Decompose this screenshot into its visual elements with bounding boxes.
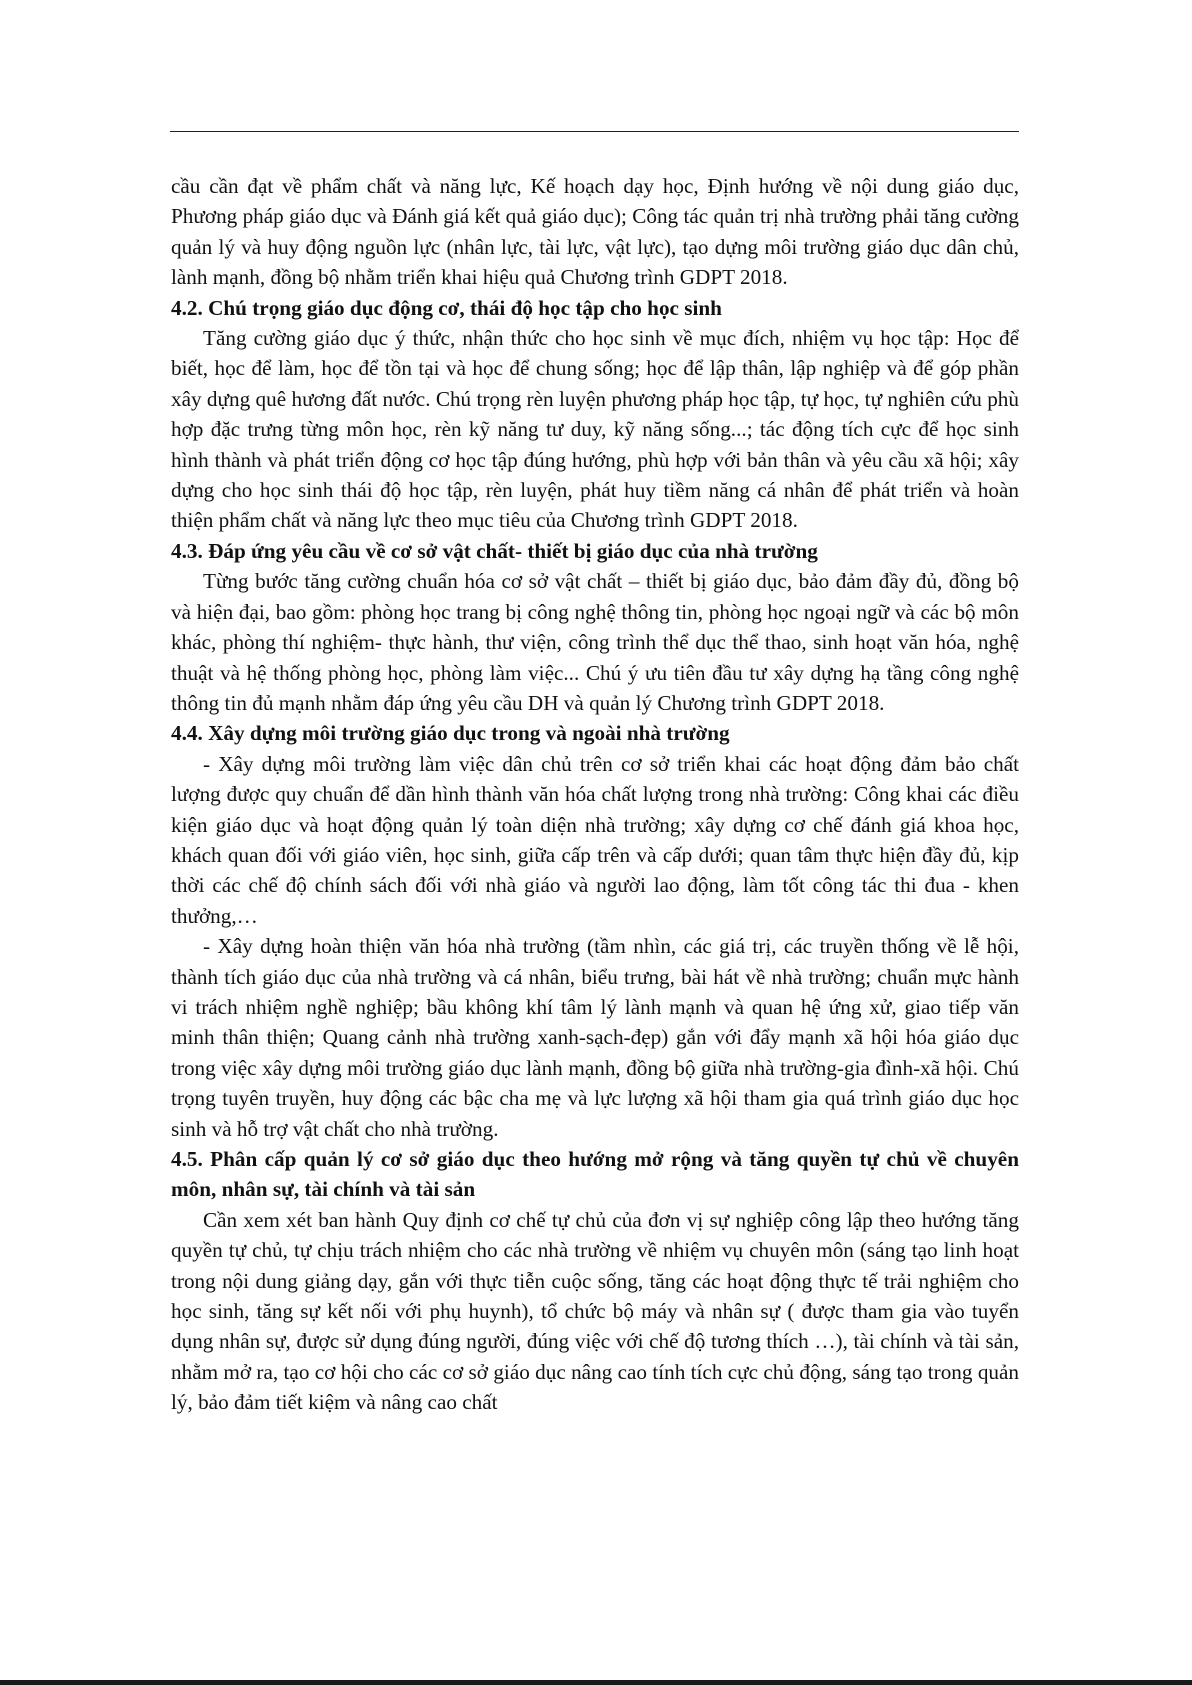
- paragraph-4-3: Từng bước tăng cường chuẩn hóa cơ sở vật chất – thiết bị giáo dục, bảo đảm đầy đủ, đồng bộ và hiện đại, bao gồm: phòng học trang bị công nghệ thông tin, phòng học ngoại ngữ và các bộ môn khác, phòng thí nghiệm- thực hành, thư viện, công trình thể dục thể thao, sinh hoạt văn hóa, nghệ thuật và hệ thống phòng học, phòng làm việc... Chú ý ưu tiên đầu tư xây dựng hạ tầng công nghệ thông tin đủ mạnh nhằm đáp ứng yêu cầu DH và quản lý Chương trình GDPT 2018.: [171, 569, 1019, 715]
- section-heading-4-2: 4.2. Chú trọng giáo dục động cơ, thái độ học tập cho học sinh: [171, 295, 722, 320]
- header-rule: [170, 131, 1019, 132]
- section-heading-4-4: 4.4. Xây dựng môi trường giáo dục trong và ngoài nhà trường: [171, 721, 730, 746]
- paragraph-continued: cầu cần đạt về phẩm chất và năng lực, Kế hoạch dạy học, Định hướng về nội dung giáo dục, Phương pháp giáo dục và Đánh giá kết quả giáo dục); Công tác quản trị nhà trường phải tăng cường quản lý và huy động nguồn lực (nhân lực, tài lực, vật lực), tạo dựng môi trường giáo dục dân chủ, lành mạnh, đồng bộ nhằm triển khai hiệu quả Chương trình GDPT 2018.: [171, 174, 1019, 290]
- section-heading-4-5: 4.5. Phân cấp quản lý cơ sở giáo dục theo hướng mở rộng và tăng quyền tự chủ về chuyên môn, nhân sự, tài chính và tài sản: [171, 1147, 1019, 1202]
- paragraph-4-4-b: - Xây dựng hoàn thiện văn hóa nhà trường (tầm nhìn, các giá trị, các truyền thống về lễ hội, thành tích giáo dục của nhà trường và cá nhân, biểu trưng, bài hát về nhà trường; chuẩn mực hành vi trách nhiệm nghề nghiệp; bầu không khí tâm lý lành mạnh và quan hệ ứng xử, giao tiếp văn minh thân thiện; Quang cảnh nhà trường xanh-sạch-đẹp) gắn với đẩy mạnh xã hội hóa giáo dục trong việc xây dựng môi trường giáo dục lành mạnh, đồng bộ giữa nhà trường-gia đình-xã hội. Chú trọng tuyên truyền, huy động các bậc cha mẹ và lực lượng xã hội tham gia quá trình giáo dục học sinh và hỗ trợ vật chất cho nhà trường.: [171, 934, 1019, 1141]
- paragraph-4-2: Tăng cường giáo dục ý thức, nhận thức cho học sinh về mục đích, nhiệm vụ học tập: Học để biết, học để làm, học để tồn tại và học để chung sống; học để lập thân, lập nghiệp và để góp phần xây dựng quê hương đất nước. Chú trọng rèn luyện phương pháp học tập, tự học, tự nghiên cứu phù hợp đặc trưng từng môn học, rèn kỹ năng tư duy, kỹ năng sống...; tác động tích cực để học sinh hình thành và phát triển động cơ học tập đúng hướng, phù hợp với bản thân và yêu cầu xã hội; xây dựng cho học sinh thái độ học tập, rèn luyện, phát huy tiềm năng cá nhân để phát triển và hoàn thiện phẩm chất và năng lực theo mục tiêu của Chương trình GDPT 2018.: [171, 326, 1019, 533]
- section-heading-4-3: 4.3. Đáp ứng yêu cầu về cơ sở vật chất- thiết bị giáo dục của nhà trường: [171, 538, 818, 563]
- paragraph-4-4-a: - Xây dựng môi trường làm việc dân chủ trên cơ sở triển khai các hoạt động đảm bảo chất lượng được quy chuẩn để dần hình thành văn hóa chất lượng trong nhà trường: Công khai các điều kiện giáo dục và hoạt động quản lý toàn diện nhà trường; xây dựng cơ chế đánh giá khoa học, khách quan đối với giáo viên, học sinh, giữa cấp trên và cấp dưới; quan tâm thực hiện đầy đủ, kịp thời các chế độ chính sách đối với nhà giáo và người lao động, làm tốt công tác thi đua - khen thưởng,…: [171, 751, 1019, 928]
- paragraph-4-5: Cần xem xét ban hành Quy định cơ chế tự chủ của đơn vị sự nghiệp công lập theo hướng tăng quyền tự chủ, tự chịu trách nhiệm cho các nhà trường về nhiệm vụ chuyên môn (sáng tạo linh hoạt trong nội dung giảng dạy, gắn với thực tiễn cuộc sống, tăng các hoạt động thực tế trải nghiệm cho học sinh, tăng sự kết nối với phụ huynh), tổ chức bộ máy và nhân sự ( được tham gia vào tuyển dụng nhân sự, được sử dụng đúng người, đúng việc với chế độ tương thích …), tài chính và tài sản, nhằm mở ra, tạo cơ hội cho các cơ sở giáo dục nâng cao tính tích cực chủ động, sáng tạo trong quản lý, bảo đảm tiết kiệm và nâng cao chất: [171, 1207, 1019, 1415]
- document-body: [171, 171, 1019, 1418]
- page-bottom-edge: [0, 1680, 1192, 1685]
